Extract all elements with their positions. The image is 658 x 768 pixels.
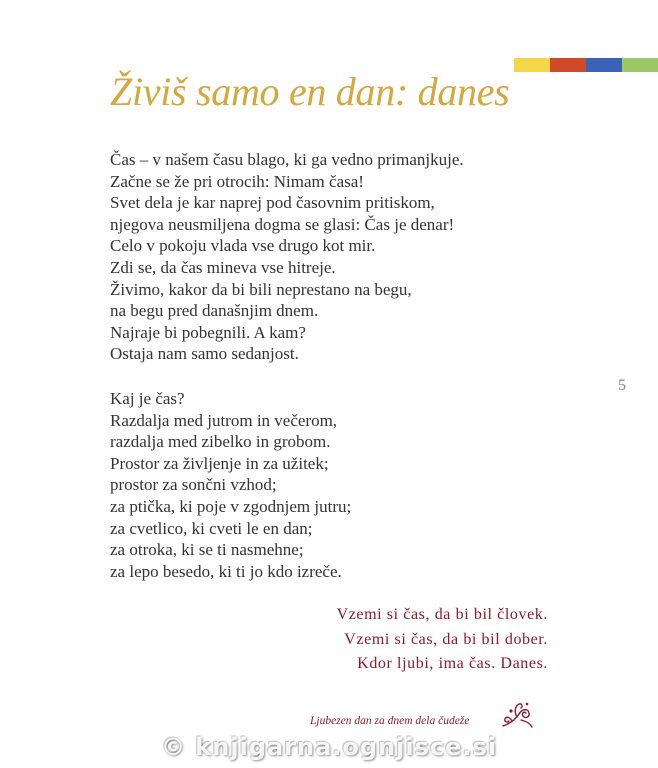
poem-stanza-1 bbox=[110, 149, 550, 365]
poem-line: za cvetlico, ki cveti le en dan; bbox=[110, 518, 313, 538]
poem-line: njegova neusmiljena dogma se glasi: Čas je denar! bbox=[110, 214, 455, 234]
poem-line: na begu pred današnjim dnem. bbox=[110, 301, 319, 321]
page-title: Živiš samo en dan: danes bbox=[110, 69, 510, 114]
color-bar bbox=[514, 58, 658, 72]
poem-line: za lepo besedo, ki ti jo kdo izreče. bbox=[110, 561, 342, 581]
closing-quote bbox=[300, 603, 548, 677]
color-bar-red bbox=[550, 58, 586, 72]
color-bar-blue bbox=[586, 58, 622, 72]
poem-line: Začne se že pri otrocih: Nimam časa! bbox=[110, 171, 364, 191]
poem-line: Ostaja nam samo sedanjost. bbox=[110, 344, 299, 364]
poem-line: Prostor za življenje in za užitek; bbox=[110, 453, 329, 473]
poem-line: Celo v pokoju vlada vse drugo kot mir. bbox=[110, 236, 376, 256]
quote-line: Vzemi si čas, da bi bil človek. bbox=[336, 606, 548, 623]
poem-line: Živimo, kakor da bi bili neprestano na begu, bbox=[110, 279, 412, 299]
quote-line: Vzemi si čas, da bi bil dober. bbox=[344, 630, 548, 648]
watermark: © knjigarna.ognjisce.si bbox=[160, 733, 498, 761]
poem-line: Razdalja med jutrom in večerom, bbox=[110, 410, 338, 430]
poem-line: Svet dela je kar naprej pod časovnim pritiskom, bbox=[110, 193, 435, 213]
poem-line: Kaj je čas? bbox=[110, 389, 185, 408]
poem-line: prostor za sončni vzhod; bbox=[110, 475, 277, 495]
poem-line: razdalja med zibelko in grobom. bbox=[110, 432, 331, 452]
poem-line: Čas – v našem času blago, ki ga vedno primanjkuje. bbox=[110, 150, 464, 169]
page-number: 5 bbox=[618, 377, 626, 394]
poem-line: Najraje bi pobegnili. A kam? bbox=[110, 322, 306, 342]
color-bar-green bbox=[622, 58, 658, 72]
poem-line: Zdi se, da čas mineva vse hitreje. bbox=[110, 257, 336, 277]
poem-line: za ptička, ki poje v zgodnjem jutru; bbox=[110, 496, 352, 516]
poem-line: za otroka, ki se ti nasmehne; bbox=[110, 540, 304, 560]
color-bar-yellow bbox=[514, 58, 550, 72]
floral-ornament-icon bbox=[500, 700, 534, 730]
poem-stanza-2 bbox=[110, 388, 550, 582]
footer-book-title: Ljubezen dan za dnem dela čudeže bbox=[310, 715, 470, 727]
quote-line: Kdor ljubi, ima čas. Danes. bbox=[357, 655, 548, 672]
